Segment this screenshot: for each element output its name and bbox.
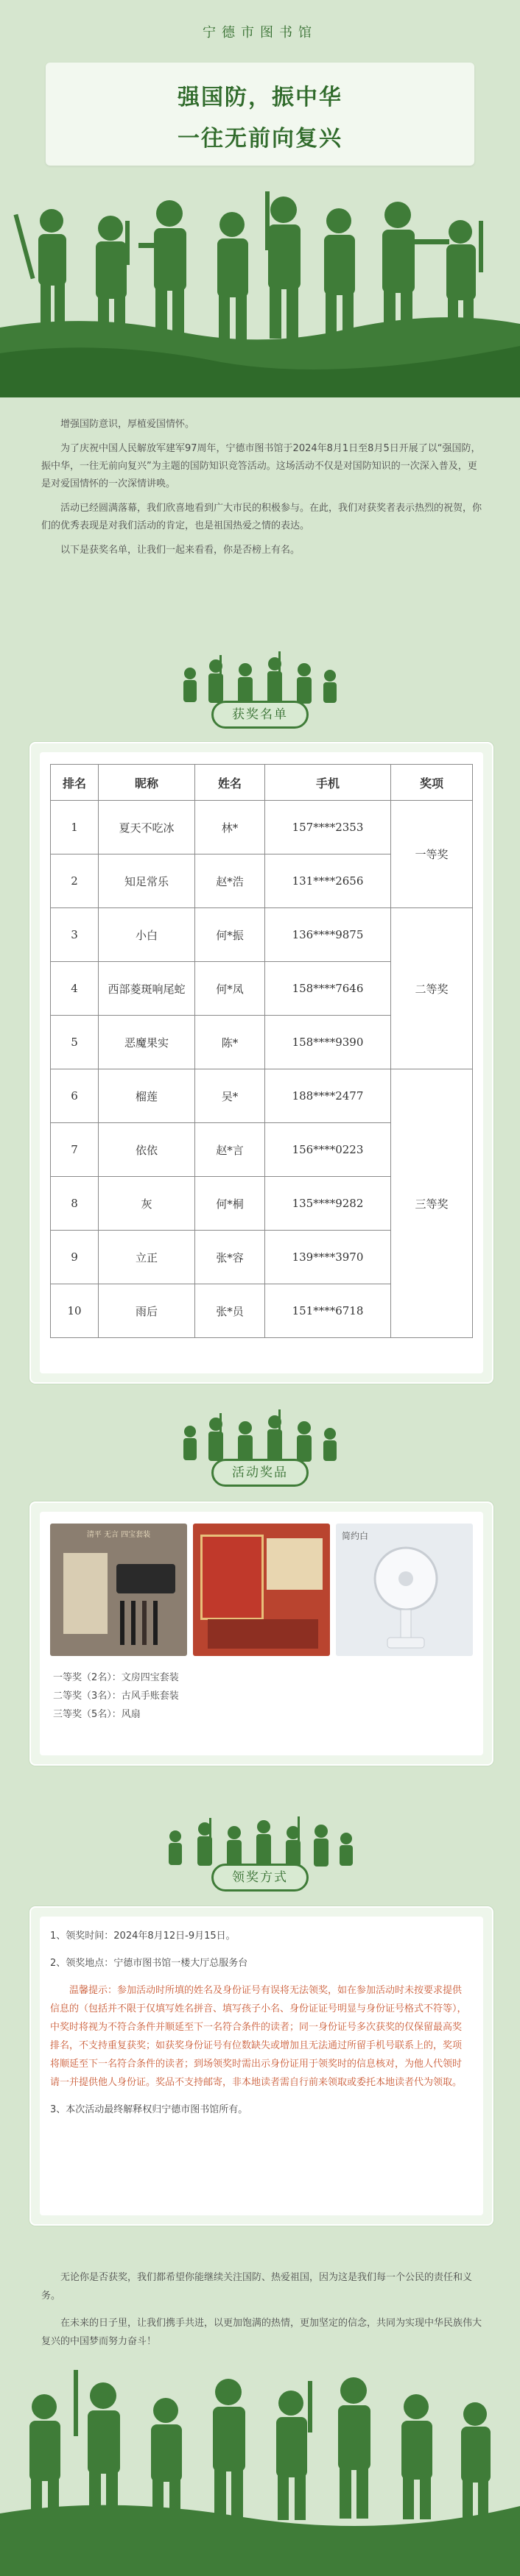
receive-disclaimer: 3、本次活动最终解释权归宁德市图书馆所有。 [50, 2104, 248, 2115]
prize-photo-notebook-set [193, 1524, 330, 1656]
nickname-cell: 恶魔果实 [99, 1016, 195, 1069]
phone-cell: 157****2353 [265, 801, 391, 854]
column-header-rank: 排名 [51, 765, 99, 801]
rank-cell: 9 [51, 1231, 99, 1284]
nickname-cell: 夏天不吃冰 [99, 801, 195, 854]
title-card [46, 63, 474, 166]
name-cell: 何*桐 [195, 1177, 265, 1231]
nickname-cell: 依依 [99, 1123, 195, 1177]
column-header-award: 奖项 [391, 765, 473, 801]
name-cell: 何*凤 [195, 962, 265, 1016]
winners-table-card [29, 742, 493, 1384]
prize-photos [50, 1524, 473, 1656]
prizes-card [29, 1501, 493, 1766]
nickname-cell: 西部菱斑响尾蛇 [99, 962, 195, 1016]
page-title-line1: 强国防，振中华 [178, 85, 342, 110]
name-cell: 张*容 [195, 1231, 265, 1284]
prize-list [53, 1669, 179, 1724]
receive-location: 2、领奖地点：宁德市图书馆一楼大厅总服务台 [50, 1958, 248, 1969]
name-cell: 吴* [195, 1069, 265, 1123]
table-row [51, 1069, 473, 1123]
phone-cell: 158****9390 [265, 1016, 391, 1069]
prizes-section-badge [0, 1406, 520, 1494]
receive-tip: 温馨提示：参加活动时所填的姓名及身份证号有误将无法领奖，如在参加活动时未按要求提供信息的（包括并不限于仅填写姓名拼音、填写孩子小名、身份证证号明显与身份证号格式不符等），中奖时将视为不符合条件并顺延至下一名符合条件的读者；同一身份证号多次获奖的仅保留最高奖排名，不支持重复获奖；如获奖身份证号有位数缺失或增加且无法通过所留手机号联系上的，奖项将顺延至下一名符合条件的读者；到场领奖时需出示身份证用于领奖时的信息核对，为他人代领时请一并提供他人身份证。奖品不支持邮寄，非本地读者需自行前来领取或委托本地读者代为领取。 [50, 1985, 467, 2088]
rank-cell: 2 [51, 854, 99, 908]
intro-paragraph-2: 为了庆祝中国人民解放军建军97周年，宁德市图书馆于2024年8月1日至8月5日开展了以“强国防，振中华，一往无前向复兴”为主题的国防知识竞答活动。这场活动不仅是对国防知识的一次深入普及，更是对爱国情怀的一次深情讲唤。 [41, 443, 481, 489]
rank-cell: 5 [51, 1016, 99, 1069]
soldiers-icon [175, 1406, 345, 1465]
library-name: 宁德市图书馆 [203, 25, 317, 40]
soldiers-silhouette-footer [0, 2340, 520, 2576]
nickname-cell: 灰 [99, 1177, 195, 1231]
nickname-cell: 小白 [99, 908, 195, 962]
column-header-name: 姓名 [195, 765, 265, 801]
name-cell: 何*振 [195, 908, 265, 962]
prize-photo-stationery-caption: 清平 无言 四宝套装 [86, 1531, 151, 1539]
intro-paragraph-1: 增强国防意识，厚植爱国情怀。 [60, 419, 195, 430]
list-item: 二等奖（3名）：古风手账套装 [53, 1691, 179, 1702]
name-cell: 陈* [195, 1016, 265, 1069]
column-header-nickname: 昵称 [99, 765, 195, 801]
rank-cell: 4 [51, 962, 99, 1016]
phone-cell: 139****3970 [265, 1231, 391, 1284]
page-title-line2: 一往无前向复兴 [178, 126, 342, 152]
name-cell: 赵*浩 [195, 854, 265, 908]
rank-cell: 7 [51, 1123, 99, 1177]
soldiers-icon [175, 648, 345, 707]
table-header-row [51, 765, 473, 801]
award-cell-second: 二等奖 [391, 908, 473, 1069]
winners-table [50, 764, 473, 1338]
award-cell-first: 一等奖 [391, 801, 473, 908]
nickname-cell: 知足常乐 [99, 854, 195, 908]
winners-section-badge [0, 648, 520, 736]
list-item: 三等奖（5名）：风扇 [53, 1709, 141, 1720]
phone-cell: 158****7646 [265, 962, 391, 1016]
phone-cell: 188****2477 [265, 1069, 391, 1123]
prize-photo-fan-caption: 简约白 [342, 1531, 369, 1541]
name-cell: 赵*言 [195, 1123, 265, 1177]
table-row [51, 908, 473, 962]
phone-cell: 135****9282 [265, 1177, 391, 1231]
prize-photo-fan [336, 1524, 473, 1656]
intro-text [41, 416, 483, 566]
phone-cell: 156****0223 [265, 1123, 391, 1177]
receive-instructions [50, 1927, 470, 2128]
phone-cell: 131****2656 [265, 854, 391, 908]
rank-cell: 1 [51, 801, 99, 854]
prizes-badge-label: 活动奖品 [211, 1459, 309, 1487]
phone-cell: 151****6718 [265, 1284, 391, 1338]
soldiers-silhouette-banner [0, 169, 520, 397]
rank-cell: 10 [51, 1284, 99, 1338]
receive-section-badge [0, 1811, 520, 1899]
rank-cell: 8 [51, 1177, 99, 1231]
name-cell: 林* [195, 801, 265, 854]
rank-cell: 6 [51, 1069, 99, 1123]
receive-card [29, 1906, 493, 2226]
prize-photo-stationery [50, 1524, 187, 1656]
receive-time: 1、领奖时间：2024年8月12日-9月15日。 [50, 1931, 236, 1942]
nickname-cell: 雨后 [99, 1284, 195, 1338]
column-header-phone: 手机 [265, 765, 391, 801]
outro-paragraph-2: 在未来的日子里，让我们携手共进，以更加饱满的热情，更加坚定的信念，共同为实现中华民族伟大复兴的中国梦而努力奋斗！ [41, 2318, 482, 2347]
nickname-cell: 立正 [99, 1231, 195, 1284]
intro-paragraph-4: 以下是获奖名单，让我们一起来看看，你是否榜上有名。 [60, 545, 301, 556]
name-cell: 张*员 [195, 1284, 265, 1338]
outro-paragraph-1: 无论你是否获奖，我们都希望你能继续关注国防、热爱祖国，因为这是我们每一个公民的责任和义务。 [41, 2272, 473, 2301]
winners-badge-label: 获奖名单 [211, 701, 309, 729]
list-item: 一等奖（2名）：文房四宝套装 [53, 1672, 179, 1683]
phone-cell: 136****9875 [265, 908, 391, 962]
award-cell-third: 三等奖 [391, 1069, 473, 1338]
intro-paragraph-3: 活动已经圆满落幕，我们欣喜地看到广大市民的积极参与。在此，我们对获奖者表示热烈的祝贺，你们的优秀表现是对我们活动的肯定，也是祖国热爱之情的表达。 [41, 503, 482, 531]
nickname-cell: 榴莲 [99, 1069, 195, 1123]
table-row [51, 801, 473, 854]
rank-cell: 3 [51, 908, 99, 962]
receive-badge-label: 领奖方式 [211, 1864, 309, 1892]
soldiers-icon [161, 1811, 359, 1869]
